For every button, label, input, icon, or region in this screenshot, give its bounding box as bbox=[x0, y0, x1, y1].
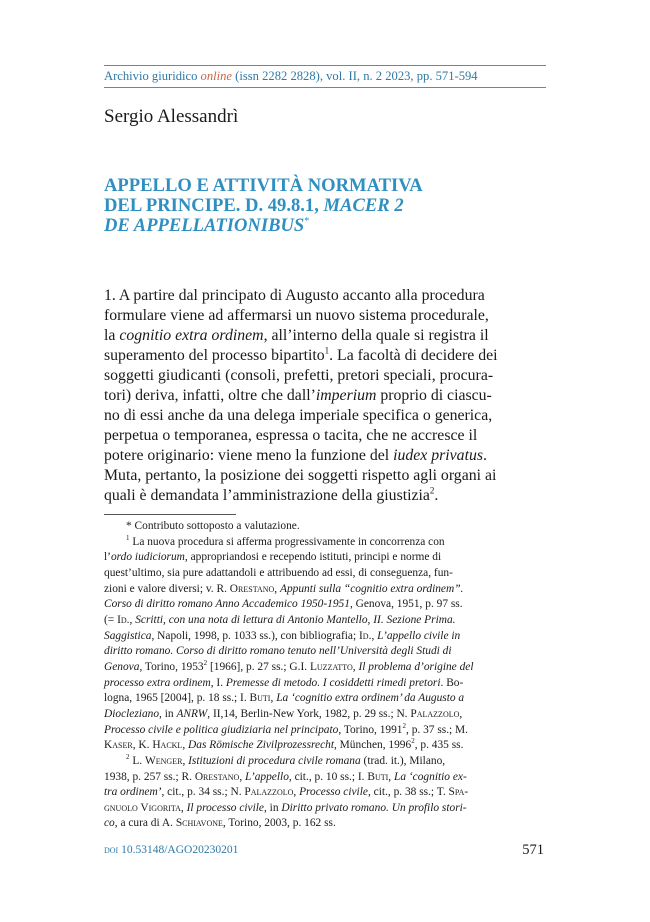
text-run: quali è demandata l’amministrazione della giustizia bbox=[104, 487, 430, 504]
edition-superscript: 2 bbox=[203, 659, 208, 668]
text-run: . La facoltà di decidere dei bbox=[329, 347, 498, 364]
text-run: (trad. it.), Milano, bbox=[360, 754, 446, 767]
footnote-line bbox=[104, 613, 544, 629]
page-footer bbox=[104, 842, 544, 858]
text-run: L. bbox=[129, 754, 146, 767]
italic-run: La ‘cognitio extra ordinem’ da Augusto a bbox=[276, 692, 465, 705]
italic-run: Processo civile bbox=[299, 786, 368, 799]
footnote-line bbox=[104, 770, 544, 786]
text-run: , bbox=[239, 770, 246, 783]
text-run: , München, 1996 bbox=[333, 739, 412, 752]
text-run: [1966], p. 27 ss.; G.I. bbox=[207, 660, 310, 673]
footnote-ref-1[interactable]: 1 bbox=[324, 345, 330, 356]
text-run: , bbox=[274, 582, 280, 595]
footnote-number-2: 2 bbox=[126, 753, 130, 762]
text-run: , Napoli, 1998, p. 1033 ss.), con bibliografia; bbox=[151, 629, 360, 642]
author-smallcaps: Luzzatto bbox=[309, 660, 353, 673]
italic-run: Corso di diritto romano Anno Accademico 1950-1951 bbox=[104, 598, 350, 611]
header-top-rule bbox=[104, 65, 546, 66]
italic-run: Istituzioni di procedura civile romana bbox=[188, 754, 361, 767]
body-line: no di essi anche da una delega imperiale specifica o generica, bbox=[104, 407, 493, 424]
text-run: , in bbox=[263, 801, 282, 814]
author-smallcaps: Orestano bbox=[194, 770, 240, 783]
header-bottom-rule bbox=[104, 87, 546, 88]
text-run: , appropriandosi e recependo istituti, principi e norme di bbox=[184, 551, 442, 564]
title-line-3-italic: DE APPELLATIONIBUS bbox=[104, 215, 305, 236]
footnote-ref-2[interactable]: 2 bbox=[429, 485, 435, 496]
author-smallcaps: Buti bbox=[249, 692, 271, 705]
text-run: , all’interno della quale si registra il bbox=[263, 327, 489, 344]
footnote-line bbox=[104, 676, 544, 692]
text-run: , K. bbox=[132, 739, 153, 752]
italic-run: Il processo civile bbox=[186, 801, 264, 814]
italic-run: L’appello civile in bbox=[377, 629, 461, 642]
author-smallcaps: Kaser bbox=[104, 739, 133, 752]
text-run: , p. 37 ss.; M. bbox=[406, 723, 469, 736]
body-line: 1. A partire dal principato di Augusto accanto alla procedura bbox=[104, 287, 485, 304]
italic-run: Scritti, con una nota di lettura di Antonio Mantello bbox=[135, 613, 368, 626]
footnote-line bbox=[104, 816, 544, 832]
text-run: 1938, p. 257 ss.; R. bbox=[104, 770, 195, 783]
page-number: 571 bbox=[522, 842, 544, 858]
author-smallcaps: Hackl bbox=[152, 739, 183, 752]
italic-run: Premesse di metodo. I cosiddetti rimedi pretori bbox=[225, 676, 441, 689]
text-run: , bbox=[182, 739, 189, 752]
body-line: perpetua o temporanea, espressa o tacita, che ne accresce il bbox=[104, 427, 478, 444]
text-run: . bbox=[434, 487, 439, 504]
text-run: superamento del processo bipartito bbox=[104, 347, 325, 364]
text-run: , cit., p. 10 ss.; I. bbox=[288, 770, 368, 783]
body-line: formulare viene ad affermarsi un nuovo sistema procedurale, bbox=[104, 307, 489, 324]
italic-run: Processo civile e politica giudiziaria nel principato bbox=[104, 723, 339, 736]
text-run: , cit., p. 38 ss.; T. bbox=[367, 786, 449, 799]
footnote-line bbox=[104, 582, 544, 598]
italic-run: Appunti sulla “cognitio extra ordinem”. bbox=[279, 582, 464, 595]
journal-name: Archivio giuridico bbox=[104, 69, 201, 83]
text-run: , bbox=[293, 786, 300, 799]
body-line: soggetti giudicanti (consoli, prefetti, pretori speciali, procura- bbox=[104, 367, 494, 384]
footnote-line bbox=[104, 801, 544, 817]
text-run: , Torino, 2003, p. 162 ss. bbox=[222, 817, 336, 830]
italic-term: imperium bbox=[315, 387, 377, 404]
author-smallcaps: Buti bbox=[367, 770, 389, 783]
italic-run: ordo iudiciorum bbox=[110, 551, 185, 564]
italic-run: II. Sezione Prima. bbox=[373, 613, 456, 626]
journal-citation bbox=[104, 69, 554, 84]
edition-superscript: 2 bbox=[402, 721, 406, 730]
text-run: , bbox=[352, 660, 359, 673]
text-run: , Torino, 1991 bbox=[338, 723, 403, 736]
text-run: . Bo- bbox=[440, 676, 464, 689]
text-run: logna, 1965 [2004], p. 18 ss.; I. bbox=[104, 692, 250, 705]
doi-value: 10.53148/AGO20230201 bbox=[118, 844, 239, 856]
title-footnote-mark: * bbox=[304, 215, 310, 227]
author-smallcaps: gnuolo Vigorita bbox=[104, 801, 181, 814]
footnote-line bbox=[104, 707, 544, 723]
footnotes bbox=[104, 519, 544, 832]
body-line bbox=[104, 486, 544, 506]
text-run: , bbox=[129, 613, 136, 626]
text-run: La nuova procedura si afferma progressivamente in concorrenza con bbox=[132, 535, 445, 548]
article-title bbox=[104, 176, 544, 236]
author-smallcaps: Orestano bbox=[229, 582, 275, 595]
italic-run: Das Römische Zivilprozessrecht bbox=[188, 739, 334, 752]
italic-run: Saggistica bbox=[104, 629, 152, 642]
text-run: potere originario: viene meno la funzione del bbox=[104, 447, 394, 464]
italic-term: iudex privatus bbox=[393, 447, 484, 464]
italic-run: tra ordinem’ bbox=[104, 786, 162, 799]
footnote-number-1: 1 bbox=[126, 533, 130, 542]
journal-issue-info: (issn 2282 2828), vol. II, n. 2 2023, pp. 571-594 bbox=[232, 69, 478, 83]
text-run: , bbox=[182, 754, 189, 767]
body-line bbox=[104, 446, 544, 466]
author-name: Sergio Alessandrì bbox=[104, 106, 239, 127]
title-line-3 bbox=[104, 216, 544, 236]
text-run: , bbox=[180, 801, 187, 814]
text-run: , bbox=[270, 692, 277, 705]
text-run: , in bbox=[159, 707, 177, 720]
text-run: . bbox=[483, 447, 487, 464]
italic-run: Diritto privato romano. Un profilo stori- bbox=[281, 801, 467, 814]
title-line-1: APPELLO E ATTIVITÀ NORMATIVA bbox=[104, 175, 423, 196]
text-run: , a cura di A. bbox=[114, 817, 176, 830]
doi-label: doi bbox=[104, 844, 119, 856]
footnote-line bbox=[104, 738, 544, 754]
text-run: , cit., p. 34 ss.; N. bbox=[161, 786, 245, 799]
text-run: la bbox=[104, 327, 120, 344]
title-line-2-text: DEL PRINCIPE. D. 49.8.1, bbox=[104, 195, 324, 216]
footnote-line: quest’ultimo, sia pure adattandoli e attribuendo ad essi, di conseguenza, fun- bbox=[104, 566, 453, 579]
text-run: , bbox=[459, 707, 463, 720]
body-line: Muta, pertanto, la posizione dei soggetti rispetto agli organi ai bbox=[104, 467, 497, 484]
title-line-2 bbox=[104, 196, 544, 216]
author-smallcaps: Schiavone bbox=[175, 817, 223, 830]
footnote-line bbox=[104, 644, 544, 660]
footnote-line bbox=[104, 660, 544, 676]
text-run: , bbox=[371, 629, 378, 642]
text-run: , Genova, 1951, p. 97 ss. bbox=[349, 598, 463, 611]
footnote-line bbox=[104, 535, 544, 551]
title-line-2-italic: MACER 2 bbox=[323, 195, 404, 216]
italic-term: cognitio extra ordinem bbox=[119, 327, 264, 344]
edition-superscript: 2 bbox=[411, 737, 415, 746]
text-run: l’ bbox=[104, 551, 111, 564]
text-run: , bbox=[367, 613, 374, 626]
italic-run: Diocleziano bbox=[104, 707, 160, 720]
author-smallcaps: Wenger bbox=[145, 754, 183, 767]
body-line bbox=[104, 326, 544, 346]
footnote-line bbox=[104, 629, 544, 645]
italic-run: Il problema d’origine del bbox=[358, 660, 474, 673]
text-run: , II,14, Berlin-New York, 1982, p. 29 ss.; N. bbox=[207, 707, 411, 720]
italic-run: L’appello bbox=[245, 770, 289, 783]
footnote-line bbox=[104, 723, 544, 739]
italic-run: processo extra ordinem bbox=[104, 676, 211, 689]
text-run: , Torino, 1953 bbox=[139, 660, 204, 673]
footnote-line bbox=[104, 550, 544, 566]
text-run: proprio di ciascu- bbox=[376, 387, 492, 404]
footnote-separator bbox=[104, 514, 236, 515]
author-smallcaps: Palazzolo bbox=[244, 786, 294, 799]
body-line bbox=[104, 346, 544, 366]
italic-run: La ‘cognitio ex- bbox=[394, 770, 467, 783]
text-run: (= bbox=[104, 613, 118, 626]
doi-link[interactable] bbox=[104, 844, 238, 856]
italic-run: co bbox=[104, 817, 115, 830]
author-smallcaps: Id. bbox=[359, 629, 372, 642]
body-paragraph bbox=[104, 286, 544, 506]
footnote-line bbox=[104, 754, 544, 770]
footnote-star: * Contributo sottoposto a valutazione. bbox=[126, 520, 300, 532]
author-smallcaps: Spa- bbox=[448, 786, 469, 799]
text-run: , I. bbox=[210, 676, 226, 689]
text-run: tori) deriva, infatti, oltre che dall’ bbox=[104, 387, 316, 404]
body-line bbox=[104, 386, 544, 406]
author-smallcaps: Palazzolo bbox=[410, 707, 460, 720]
text-run: , bbox=[388, 770, 394, 783]
italic-run: Genova bbox=[104, 660, 140, 673]
author-smallcaps: Id. bbox=[117, 613, 130, 626]
footnote-line bbox=[104, 785, 544, 801]
italic-run: ANRW bbox=[176, 707, 208, 720]
italic-run: diritto romano. Corso di diritto romano tenuto nell’Università degli Studi di bbox=[104, 645, 452, 658]
text-run: zioni e valore diversi; v. R. bbox=[104, 582, 230, 595]
footnote-line bbox=[104, 597, 544, 613]
journal-online-label: online bbox=[200, 69, 233, 83]
text-run: , p. 435 ss. bbox=[414, 739, 464, 752]
footnote-line bbox=[104, 691, 544, 707]
